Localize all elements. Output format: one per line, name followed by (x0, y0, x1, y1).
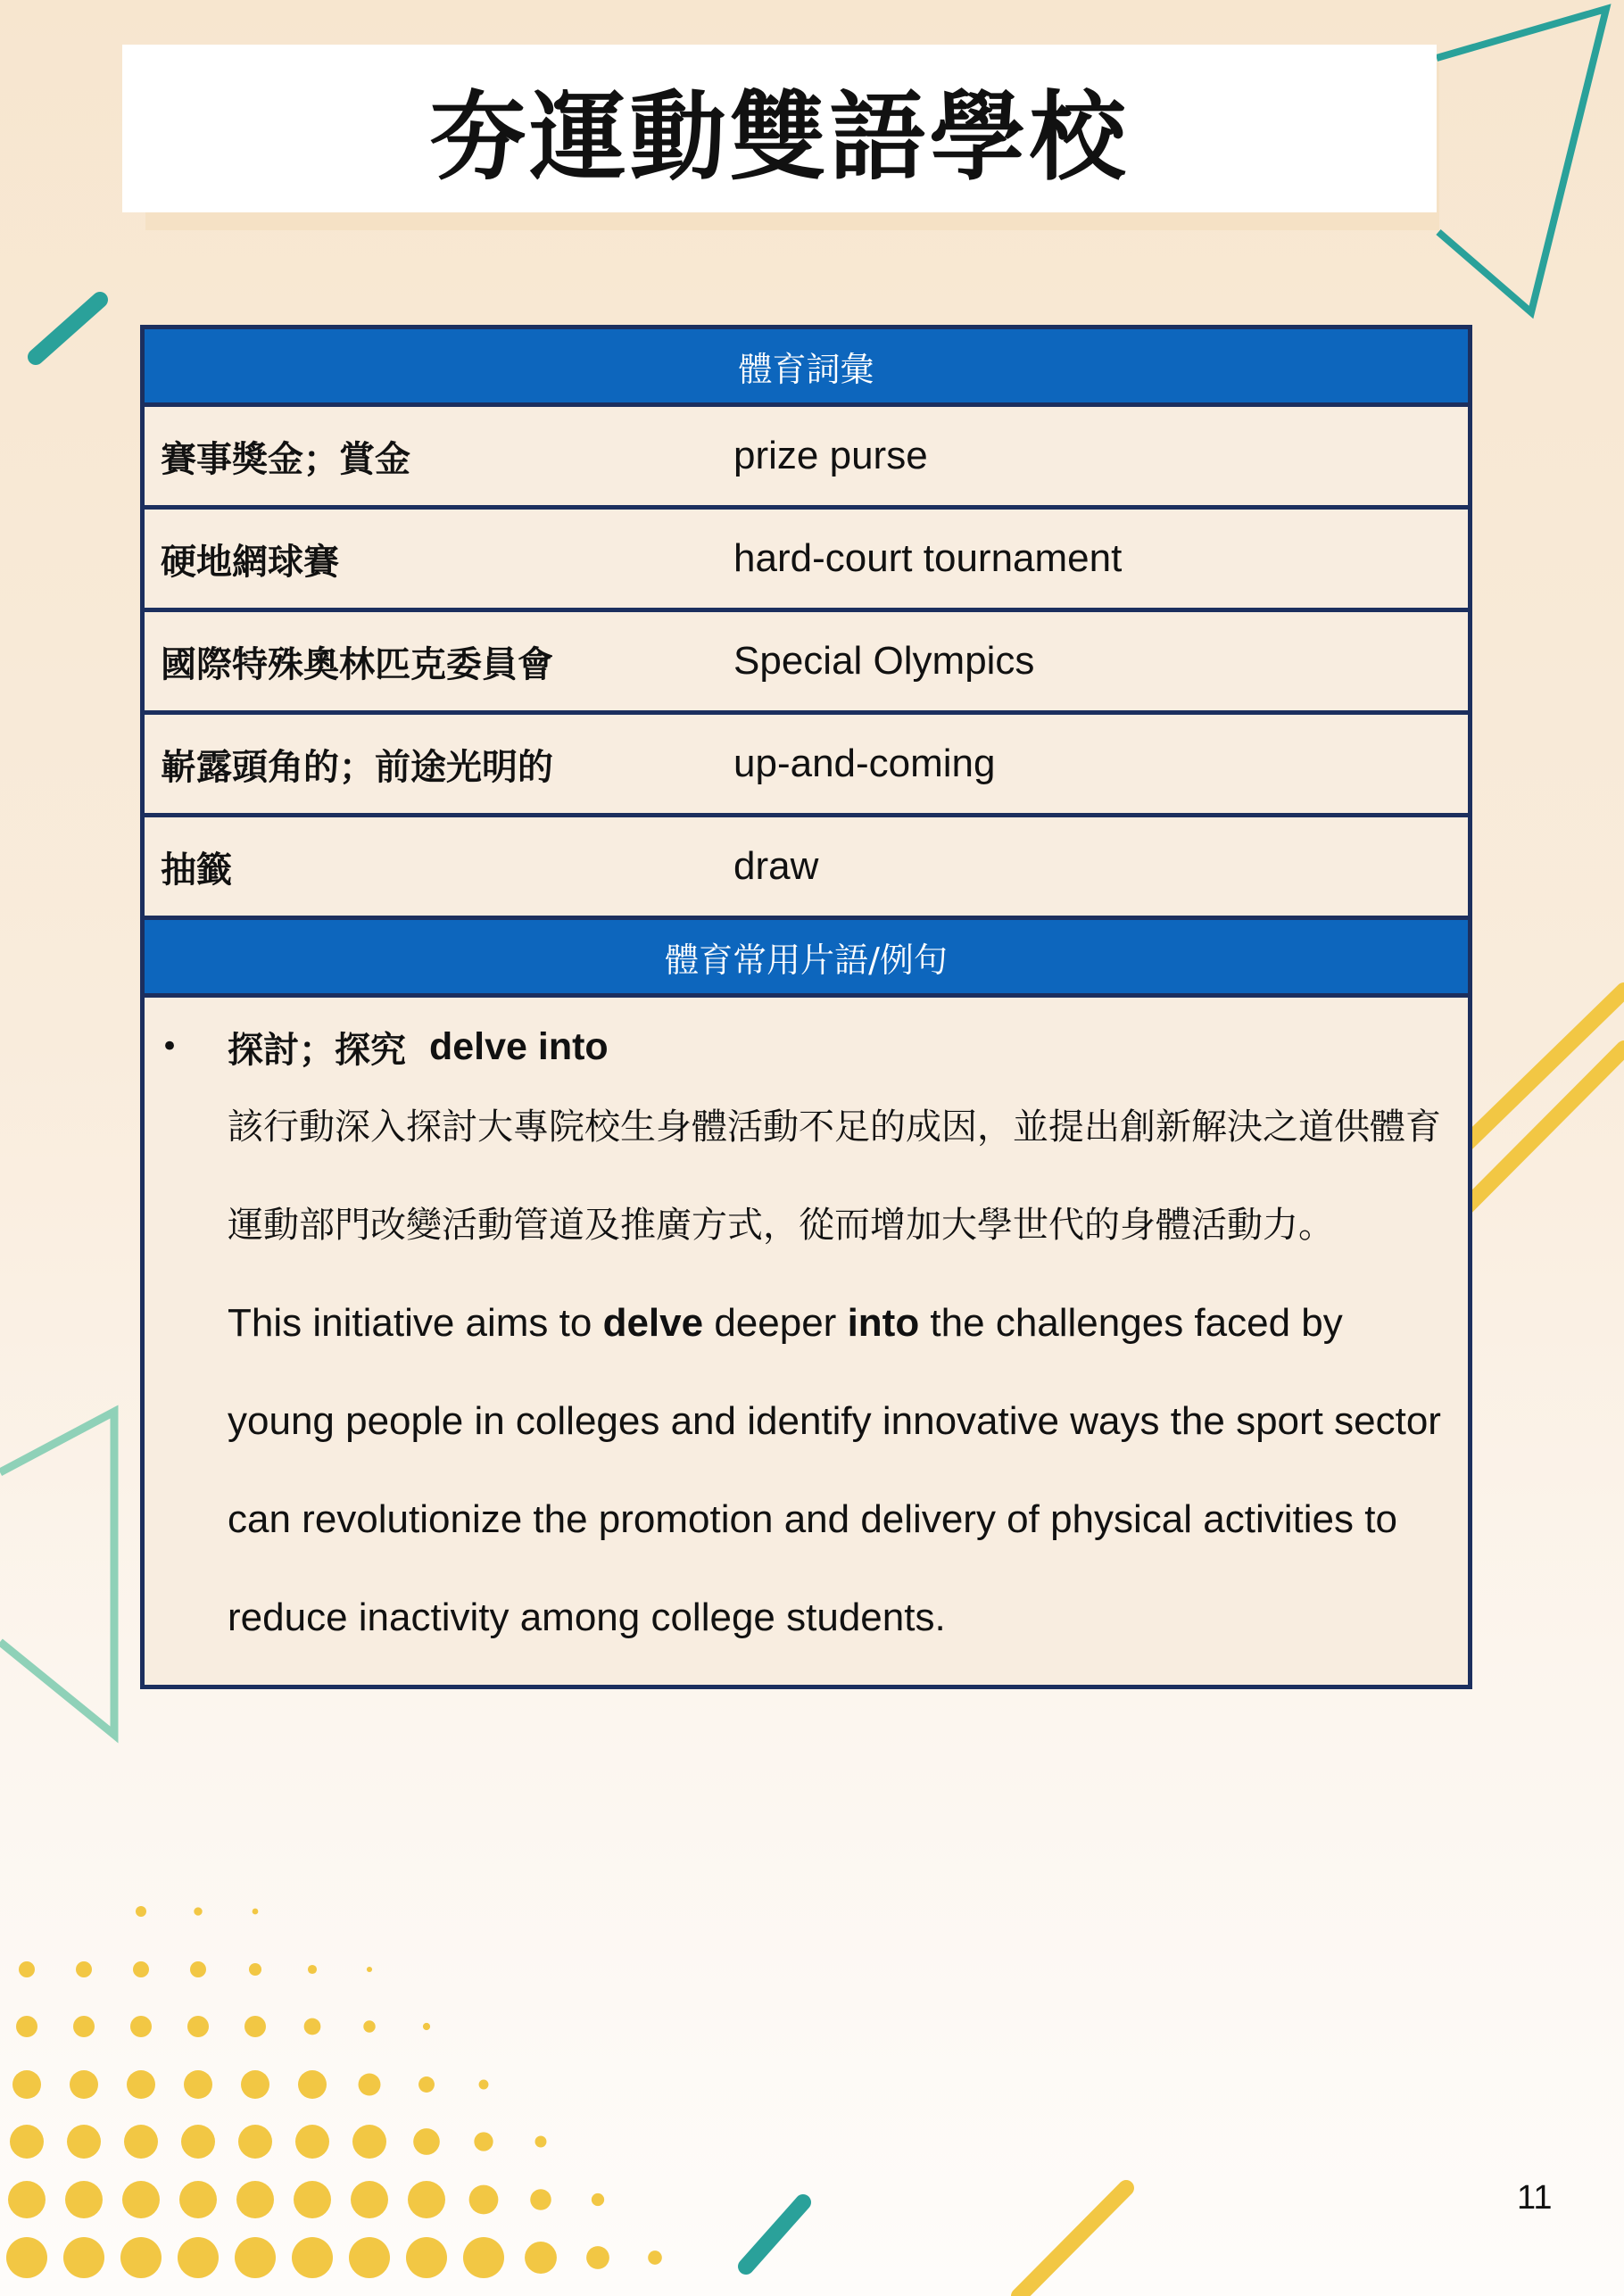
halftone-dot (241, 2070, 269, 2099)
vocab-term-en: Special Olympics (733, 639, 1035, 683)
halftone-dot (120, 2237, 162, 2278)
halftone-dot (423, 2023, 430, 2030)
vocab-term-zh: 硬地網球賽 (161, 541, 339, 583)
halftone-dot (136, 1906, 146, 1917)
halftone-dot (194, 1907, 202, 1915)
halftone-dot (359, 2074, 381, 2096)
halftone-dot (10, 2125, 44, 2159)
halftone-dot (187, 2016, 209, 2037)
halftone-dot (408, 2181, 445, 2218)
halftone-dot (6, 2237, 47, 2278)
halftone-dot (298, 2070, 327, 2099)
phrases-header: 體育常用片語/例句 (145, 920, 1468, 998)
halftone-dot (181, 2125, 215, 2159)
halftone-dot (413, 2128, 440, 2155)
halftone-dot (16, 2016, 37, 2037)
halftone-dot (65, 2181, 103, 2218)
halftone-dot (238, 2125, 272, 2159)
vocab-header: 體育詞彙 (145, 329, 1468, 407)
phrase-term (161, 1015, 1441, 1078)
vocab-term-zh: 嶄露頭角的；前途光明的 (161, 746, 553, 788)
halftone-dot (235, 2237, 276, 2278)
example-highlight: delve (602, 1301, 704, 1345)
vocab-term-en: draw (733, 844, 819, 888)
halftone-dot (70, 2070, 98, 2099)
vocab-row (145, 510, 1468, 612)
halftone-dot (294, 2181, 331, 2218)
example-highlight: into (847, 1301, 920, 1345)
halftone-dot (648, 2250, 662, 2265)
vocabulary-table (140, 325, 1472, 1689)
halftone-dot (8, 2181, 46, 2218)
halftone-dot (244, 2016, 266, 2037)
bullet-marker: • (161, 1029, 179, 1065)
halftone-dot (179, 2181, 217, 2218)
halftone-dot (190, 1961, 206, 1977)
teal-dash-shape (36, 300, 100, 357)
halftone-dot (249, 1963, 261, 1976)
halftone-dot (124, 2125, 158, 2159)
halftone-dot (586, 2246, 609, 2269)
halftone-dot (12, 2070, 41, 2099)
halftone-dot (352, 2125, 386, 2159)
halftone-dot (73, 2016, 95, 2037)
halftone-dot (525, 2242, 557, 2274)
vocab-term-zh: 抽籤 (161, 849, 232, 891)
vocab-term-en: up-and-coming (733, 742, 996, 785)
vocab-term-zh: 賽事獎金；賞金 (161, 438, 410, 480)
mint-triangle-shape (0, 1412, 114, 1735)
halftone-dot (295, 2125, 329, 2159)
teal-triangle-shape (1437, 9, 1606, 312)
halftone-dots (6, 1906, 662, 2278)
halftone-dot (469, 2185, 499, 2215)
yellow-line-shape (1019, 2188, 1126, 2296)
halftone-dot (406, 2237, 447, 2278)
halftone-dot (592, 2193, 604, 2206)
vocab-row (145, 817, 1468, 920)
vocab-row (145, 715, 1468, 817)
halftone-dot (178, 2237, 219, 2278)
halftone-dot (479, 2080, 489, 2090)
halftone-dot (367, 1967, 372, 1972)
page-number: 11 (1517, 2179, 1553, 2217)
example-text: This initiative aims to (228, 1301, 603, 1345)
vocab-row (145, 612, 1468, 715)
halftone-dot (463, 2237, 504, 2278)
vocab-term-en: prize purse (733, 434, 928, 477)
halftone-dot (63, 2237, 104, 2278)
halftone-dot (535, 2136, 547, 2148)
title-banner (122, 45, 1437, 212)
halftone-dot (418, 2076, 435, 2093)
example-sentence-en (228, 1274, 1441, 1667)
halftone-dot (304, 2018, 321, 2035)
halftone-dot (530, 2189, 551, 2210)
example-text: deeper (703, 1301, 848, 1345)
halftone-dot (67, 2125, 101, 2159)
vocab-row (145, 407, 1468, 510)
example-sentence-zh: 該行動深入探討大專院校生身體活動不足的成因，並提出創新解決之道供體育運動部門改變活動管道及推廣方式，從而增加大學世代的身體活動力。 (228, 1107, 1441, 1246)
vocab-term-en: hard-court tournament (733, 536, 1123, 580)
halftone-dot (236, 2181, 274, 2218)
halftone-dot (292, 2237, 333, 2278)
halftone-dot (349, 2237, 390, 2278)
halftone-dot (184, 2070, 212, 2099)
halftone-dot (133, 1961, 149, 1977)
halftone-dot (127, 2070, 155, 2099)
vocab-term-zh: 國際特殊奧林匹克委員會 (161, 643, 553, 685)
halftone-dot (253, 1909, 259, 1915)
phrase-term-en: delve into (429, 1024, 609, 1068)
page-title: 夯運動雙語學校 (429, 81, 1130, 194)
halftone-dot (130, 2016, 152, 2037)
example-text: the challenges faced by young people in colleges and identify innovative ways the sport sector can revolutionize the promotion and delivery of physical activities to reduce inactivity among college students. (228, 1301, 1441, 1639)
halftone-dot (76, 1961, 92, 1977)
halftone-dot (122, 2181, 160, 2218)
phrase-term-zh: 探討；探究 (228, 1029, 406, 1071)
phrase-section (145, 998, 1468, 1685)
halftone-dot (363, 2020, 375, 2032)
halftone-dot (308, 1965, 317, 1974)
teal-dash-shape (746, 2202, 803, 2267)
halftone-dot (351, 2181, 388, 2218)
halftone-dot (474, 2132, 493, 2151)
halftone-dot (19, 1961, 35, 1977)
